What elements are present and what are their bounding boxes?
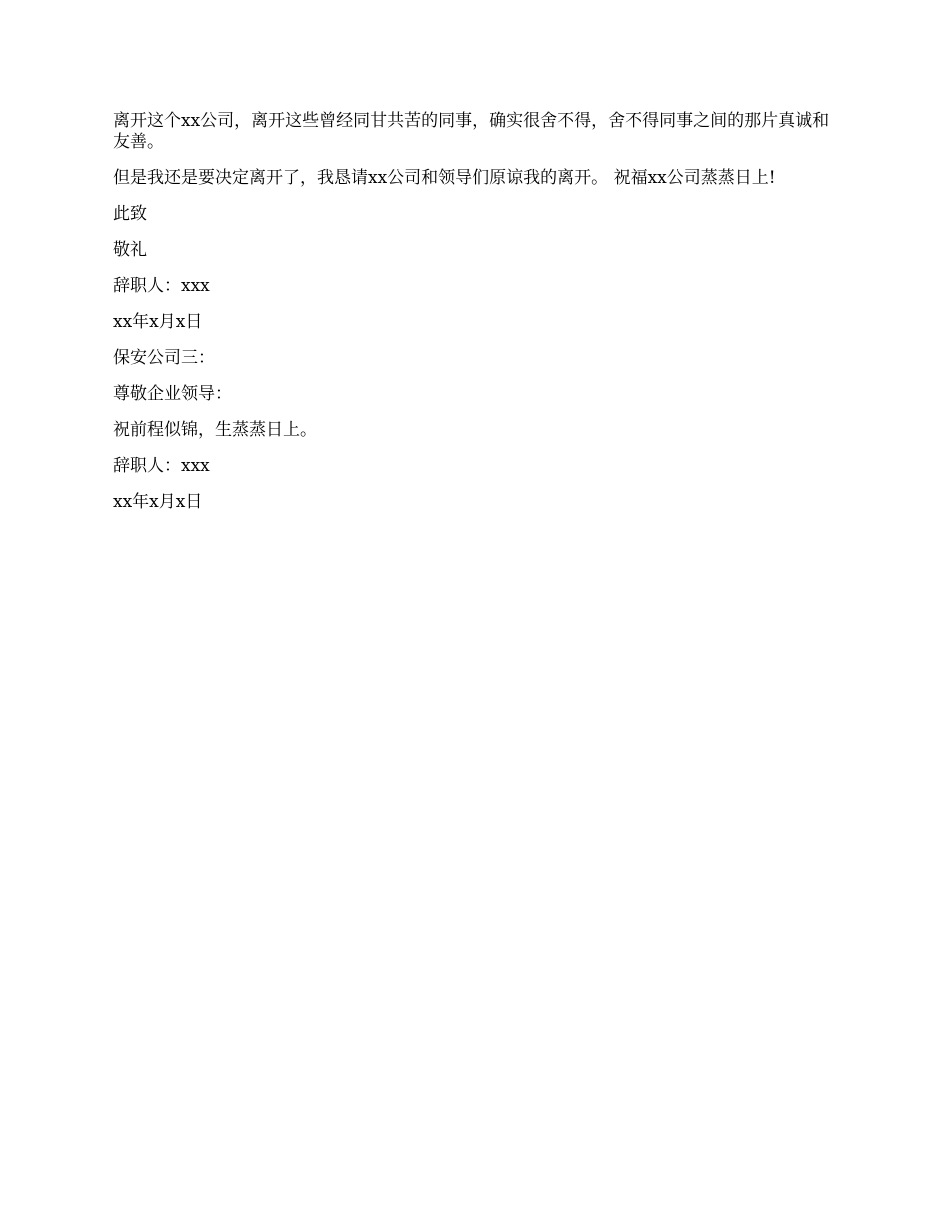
signature-date-2: xx年x月x日 bbox=[113, 492, 203, 512]
signature-date: xx年x月x日 bbox=[113, 312, 203, 332]
closing-cizhi: 此致 bbox=[113, 204, 147, 224]
paragraph-farewell: 离开这个xx公司，离开这些曾经同甘共苦的同事，确实很舍不得，舍不得同事之间的那片真诚和友善。 bbox=[113, 111, 830, 152]
paragraph-decision: 但是我还是要决定离开了，我恳请xx公司和领导们原谅我的离开。 祝福xx公司蒸蒸日上! bbox=[113, 168, 776, 188]
document-body bbox=[113, 111, 833, 528]
paragraph-wishes: 祝前程似锦，生蒸蒸日上。 bbox=[113, 420, 317, 440]
signature-resigner: 辞职人：xxx bbox=[113, 276, 210, 296]
salutation: 尊敬企业领导： bbox=[113, 384, 232, 404]
signature-resigner-2: 辞职人：xxx bbox=[113, 456, 210, 476]
closing-jingli: 敬礼 bbox=[113, 240, 147, 260]
section-heading: 保安公司三： bbox=[113, 348, 215, 368]
